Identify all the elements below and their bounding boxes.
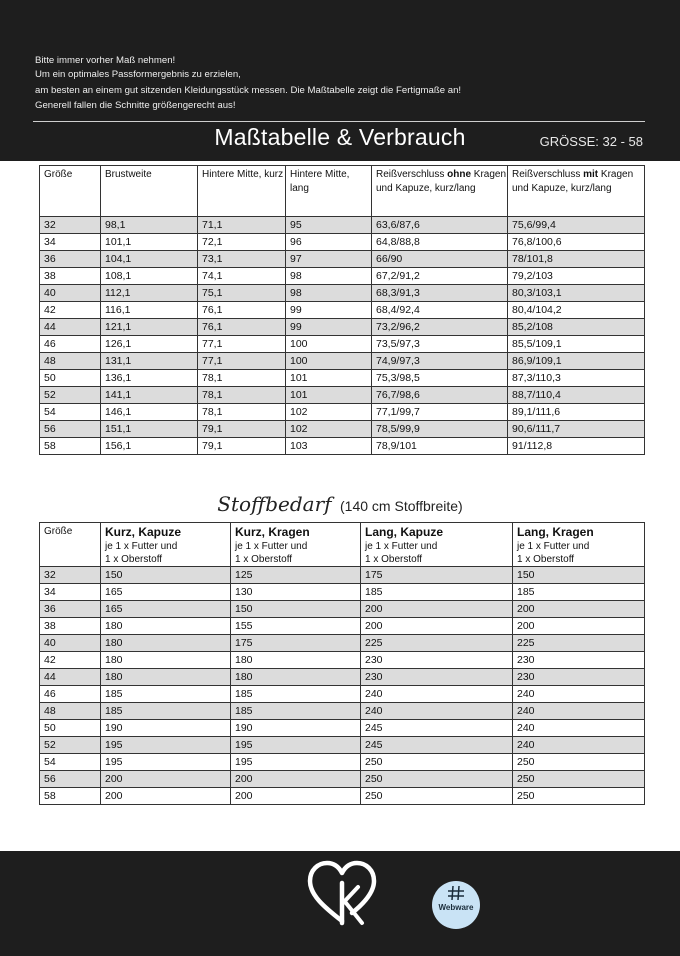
table-cell: 240 — [513, 737, 645, 754]
table-cell: 200 — [361, 618, 513, 635]
table-cell: 180 — [101, 652, 231, 669]
table-cell: 195 — [101, 754, 231, 771]
heart-k-icon — [306, 859, 378, 929]
table-cell: 42 — [40, 302, 101, 319]
table-cell: 150 — [513, 567, 645, 584]
fabric-header-line: je 1 x Futter und — [517, 541, 590, 552]
header-zip-without-post: Kragen und Kapuze, kurz/lang — [376, 169, 507, 194]
measure-row — [40, 302, 645, 319]
table-cell: 102 — [286, 404, 372, 421]
fabric-row — [40, 737, 645, 754]
table-cell: 98 — [286, 285, 372, 302]
table-cell: 125 — [231, 567, 361, 584]
table-cell: 200 — [513, 618, 645, 635]
measure-row — [40, 251, 645, 268]
measure-row — [40, 404, 645, 421]
table-cell: 66/90 — [372, 251, 508, 268]
table-cell: 42 — [40, 652, 101, 669]
fabric-header-line: je 1 x Futter und — [365, 541, 438, 552]
table-cell: 74,1 — [198, 268, 286, 285]
table-cell: 97 — [286, 251, 372, 268]
fabric-header-lang-kragen — [513, 523, 645, 567]
measure-row — [40, 217, 645, 234]
table-cell: 44 — [40, 319, 101, 336]
table-cell: 195 — [101, 737, 231, 754]
table-cell: 40 — [40, 285, 101, 302]
fabric-header-line: je 1 x Futter und — [105, 541, 178, 552]
measure-table — [39, 165, 645, 455]
table-cell: 40 — [40, 635, 101, 652]
fabric-header-lang-kapuze — [361, 523, 513, 567]
table-cell: 73,2/96,2 — [372, 319, 508, 336]
table-cell: 146,1 — [101, 404, 198, 421]
table-cell: 46 — [40, 686, 101, 703]
table-cell: 150 — [101, 567, 231, 584]
table-cell: 108,1 — [101, 268, 198, 285]
fabric-row — [40, 720, 645, 737]
header-chest: Brustweite — [101, 166, 198, 217]
fabric-row — [40, 618, 645, 635]
webware-badge — [432, 881, 480, 929]
table-cell: 240 — [361, 686, 513, 703]
table-cell: 250 — [513, 771, 645, 788]
table-cell: 200 — [101, 771, 231, 788]
table-cell: 200 — [231, 771, 361, 788]
table-cell: 87,3/110,3 — [508, 370, 645, 387]
table-cell: 100 — [286, 336, 372, 353]
table-cell: 151,1 — [101, 421, 198, 438]
table-cell: 56 — [40, 771, 101, 788]
table-cell: 240 — [513, 720, 645, 737]
header-zip-without-bold: ohne — [447, 169, 472, 180]
table-cell: 78,1 — [198, 404, 286, 421]
table-cell: 250 — [513, 754, 645, 771]
measure-row — [40, 234, 645, 251]
table-cell: 180 — [101, 669, 231, 686]
table-cell: 73,5/97,3 — [372, 336, 508, 353]
measure-row — [40, 387, 645, 404]
table-cell: 44 — [40, 669, 101, 686]
header-zip-with — [508, 166, 645, 217]
fabric-heading — [0, 492, 680, 516]
table-cell: 32 — [40, 217, 101, 234]
fabric-header-line: 1 x Oberstoff — [365, 554, 423, 565]
header-zip-with-post: Kragen und Kapuze, kurz/lang — [512, 169, 634, 194]
table-cell: 98,1 — [101, 217, 198, 234]
table-cell: 103 — [286, 438, 372, 455]
table-cell: 245 — [361, 720, 513, 737]
table-cell: 54 — [40, 404, 101, 421]
table-cell: 150 — [231, 601, 361, 618]
table-cell: 230 — [361, 652, 513, 669]
table-cell: 180 — [231, 669, 361, 686]
table-cell: 56 — [40, 421, 101, 438]
page-title: Maßtabelle & Verbrauch — [214, 124, 466, 150]
header-size: Größe — [40, 166, 101, 217]
table-cell: 225 — [513, 635, 645, 652]
table-cell: 240 — [513, 686, 645, 703]
table-cell: 54 — [40, 754, 101, 771]
note-line-1: Bitte immer vorher Maß nehmen! — [35, 55, 176, 66]
fabric-table — [39, 522, 645, 805]
fabric-row — [40, 754, 645, 771]
fabric-header-line: je 1 x Futter und — [235, 541, 308, 552]
fabric-row — [40, 584, 645, 601]
table-cell: 96 — [286, 234, 372, 251]
header-zip-with-bold: mit — [583, 169, 599, 180]
table-cell: 75,6/99,4 — [508, 217, 645, 234]
table-cell: 180 — [101, 635, 231, 652]
measure-row — [40, 353, 645, 370]
table-cell: 67,2/91,2 — [372, 268, 508, 285]
table-cell: 78/101,8 — [508, 251, 645, 268]
table-cell: 46 — [40, 336, 101, 353]
table-cell: 98 — [286, 268, 372, 285]
fabric-row — [40, 601, 645, 618]
table-cell: 121,1 — [101, 319, 198, 336]
table-cell: 58 — [40, 438, 101, 455]
fabric-header-title: Kurz, Kapuze — [105, 525, 182, 539]
table-cell: 91/112,8 — [508, 438, 645, 455]
measure-row — [40, 285, 645, 302]
fabric-header-kurz-kapuze — [101, 523, 231, 567]
fabric-header-size: Größe — [40, 523, 101, 567]
table-cell: 58 — [40, 788, 101, 805]
table-cell: 77,1 — [198, 336, 286, 353]
header-zip-without — [372, 166, 508, 217]
webware-label: Webware — [438, 903, 474, 912]
measure-row — [40, 319, 645, 336]
table-cell: 75,1 — [198, 285, 286, 302]
table-cell: 48 — [40, 353, 101, 370]
table-cell: 63,6/87,6 — [372, 217, 508, 234]
table-cell: 195 — [231, 754, 361, 771]
table-cell: 100 — [286, 353, 372, 370]
fabric-header-line: 1 x Oberstoff — [517, 554, 575, 565]
table-cell: 77,1/99,7 — [372, 404, 508, 421]
fabric-header-title: Lang, Kapuze — [365, 525, 444, 539]
fabric-title: Stoffbedarf — [217, 492, 332, 516]
table-cell: 36 — [40, 251, 101, 268]
table-cell: 79,1 — [198, 438, 286, 455]
measure-row — [40, 268, 645, 285]
table-cell: 155 — [231, 618, 361, 635]
table-cell: 185 — [361, 584, 513, 601]
fabric-header-line: 1 x Oberstoff — [235, 554, 293, 565]
table-cell: 225 — [361, 635, 513, 652]
table-cell: 76,8/100,6 — [508, 234, 645, 251]
table-cell: 185 — [513, 584, 645, 601]
measure-row — [40, 336, 645, 353]
table-cell: 102 — [286, 421, 372, 438]
header — [0, 0, 680, 161]
table-cell: 68,3/91,3 — [372, 285, 508, 302]
table-cell: 250 — [513, 788, 645, 805]
table-cell: 80,4/104,2 — [508, 302, 645, 319]
fabric-header-line: 1 x Oberstoff — [105, 554, 163, 565]
table-cell: 190 — [101, 720, 231, 737]
table-cell: 99 — [286, 302, 372, 319]
table-cell: 88,7/110,4 — [508, 387, 645, 404]
table-cell: 50 — [40, 370, 101, 387]
table-cell: 34 — [40, 584, 101, 601]
table-cell: 99 — [286, 319, 372, 336]
table-cell: 185 — [231, 703, 361, 720]
table-cell: 101,1 — [101, 234, 198, 251]
table-cell: 86,9/109,1 — [508, 353, 645, 370]
fabric-body — [40, 567, 645, 805]
header-back-long: Hintere Mitte, lang — [286, 166, 372, 217]
table-cell: 175 — [361, 567, 513, 584]
table-cell: 50 — [40, 720, 101, 737]
table-cell: 36 — [40, 601, 101, 618]
fabric-row — [40, 771, 645, 788]
table-cell: 78,1 — [198, 370, 286, 387]
table-cell: 90,6/111,7 — [508, 421, 645, 438]
table-cell: 200 — [513, 601, 645, 618]
hashtag-icon — [447, 885, 465, 901]
table-cell: 74,9/97,3 — [372, 353, 508, 370]
table-cell: 64,8/88,8 — [372, 234, 508, 251]
table-cell: 112,1 — [101, 285, 198, 302]
table-cell: 240 — [361, 703, 513, 720]
header-zip-without-pre: Reißverschluss — [376, 169, 448, 180]
fabric-row — [40, 652, 645, 669]
table-cell: 126,1 — [101, 336, 198, 353]
fabric-row — [40, 635, 645, 652]
fabric-header-title: Lang, Kragen — [517, 525, 594, 539]
table-cell: 77,1 — [198, 353, 286, 370]
note-divider — [33, 121, 645, 122]
table-cell: 79,2/103 — [508, 268, 645, 285]
table-cell: 52 — [40, 387, 101, 404]
size-range: GRÖSSE: 32 - 58 — [539, 134, 643, 149]
table-cell: 230 — [513, 652, 645, 669]
fabric-width-note: (140 cm Stoffbreite) — [340, 498, 463, 514]
table-cell: 250 — [361, 771, 513, 788]
table-cell: 185 — [101, 703, 231, 720]
table-cell: 130 — [231, 584, 361, 601]
table-cell: 76,1 — [198, 302, 286, 319]
fabric-row — [40, 686, 645, 703]
note-line-2: Um ein optimales Passformergebnis zu erzielen, — [35, 69, 241, 80]
table-cell: 78,9/101 — [372, 438, 508, 455]
table-cell: 190 — [231, 720, 361, 737]
table-cell: 76,1 — [198, 319, 286, 336]
measure-row — [40, 438, 645, 455]
table-cell: 200 — [361, 601, 513, 618]
table-cell: 38 — [40, 618, 101, 635]
table-cell: 175 — [231, 635, 361, 652]
table-cell: 95 — [286, 217, 372, 234]
table-cell: 141,1 — [101, 387, 198, 404]
table-cell: 185 — [101, 686, 231, 703]
table-cell: 71,1 — [198, 217, 286, 234]
measure-header-row — [40, 166, 645, 217]
table-cell: 72,1 — [198, 234, 286, 251]
fabric-row — [40, 703, 645, 720]
fabric-row — [40, 567, 645, 584]
table-cell: 240 — [513, 703, 645, 720]
fabric-header-kurz-kragen — [231, 523, 361, 567]
table-cell: 165 — [101, 584, 231, 601]
table-cell: 165 — [101, 601, 231, 618]
table-cell: 116,1 — [101, 302, 198, 319]
measure-row — [40, 370, 645, 387]
table-cell: 104,1 — [101, 251, 198, 268]
table-cell: 200 — [231, 788, 361, 805]
fabric-row — [40, 669, 645, 686]
table-cell: 250 — [361, 788, 513, 805]
table-cell: 185 — [231, 686, 361, 703]
table-cell: 73,1 — [198, 251, 286, 268]
fabric-header-row — [40, 523, 645, 567]
table-cell: 68,4/92,4 — [372, 302, 508, 319]
table-cell: 38 — [40, 268, 101, 285]
fabric-row — [40, 788, 645, 805]
table-cell: 78,1 — [198, 387, 286, 404]
table-cell: 85,2/108 — [508, 319, 645, 336]
table-cell: 48 — [40, 703, 101, 720]
note-line-3: am besten an einem gut sitzenden Kleidungsstück messen. Die Maßtabelle zeigt die Fertigmaße an! — [35, 85, 462, 96]
table-cell: 180 — [101, 618, 231, 635]
table-cell: 230 — [361, 669, 513, 686]
table-cell: 76,7/98,6 — [372, 387, 508, 404]
table-cell: 131,1 — [101, 353, 198, 370]
fabric-header-title: Kurz, Kragen — [235, 525, 310, 539]
header-back-short: Hintere Mitte, kurz — [198, 166, 286, 217]
table-cell: 195 — [231, 737, 361, 754]
header-zip-with-pre: Reißverschluss — [512, 169, 584, 180]
note-line-4: Generell fallen die Schnitte größengerecht aus! — [35, 100, 236, 111]
table-cell: 136,1 — [101, 370, 198, 387]
table-cell: 79,1 — [198, 421, 286, 438]
table-cell: 34 — [40, 234, 101, 251]
table-cell: 75,3/98,5 — [372, 370, 508, 387]
table-cell: 85,5/109,1 — [508, 336, 645, 353]
table-cell: 101 — [286, 387, 372, 404]
table-cell: 230 — [513, 669, 645, 686]
table-cell: 52 — [40, 737, 101, 754]
measure-body — [40, 217, 645, 455]
table-cell: 250 — [361, 754, 513, 771]
table-cell: 89,1/111,6 — [508, 404, 645, 421]
table-cell: 32 — [40, 567, 101, 584]
table-cell: 180 — [231, 652, 361, 669]
table-cell: 78,5/99,9 — [372, 421, 508, 438]
table-cell: 156,1 — [101, 438, 198, 455]
measure-row — [40, 421, 645, 438]
table-cell: 101 — [286, 370, 372, 387]
table-cell: 200 — [101, 788, 231, 805]
table-cell: 80,3/103,1 — [508, 285, 645, 302]
table-cell: 245 — [361, 737, 513, 754]
